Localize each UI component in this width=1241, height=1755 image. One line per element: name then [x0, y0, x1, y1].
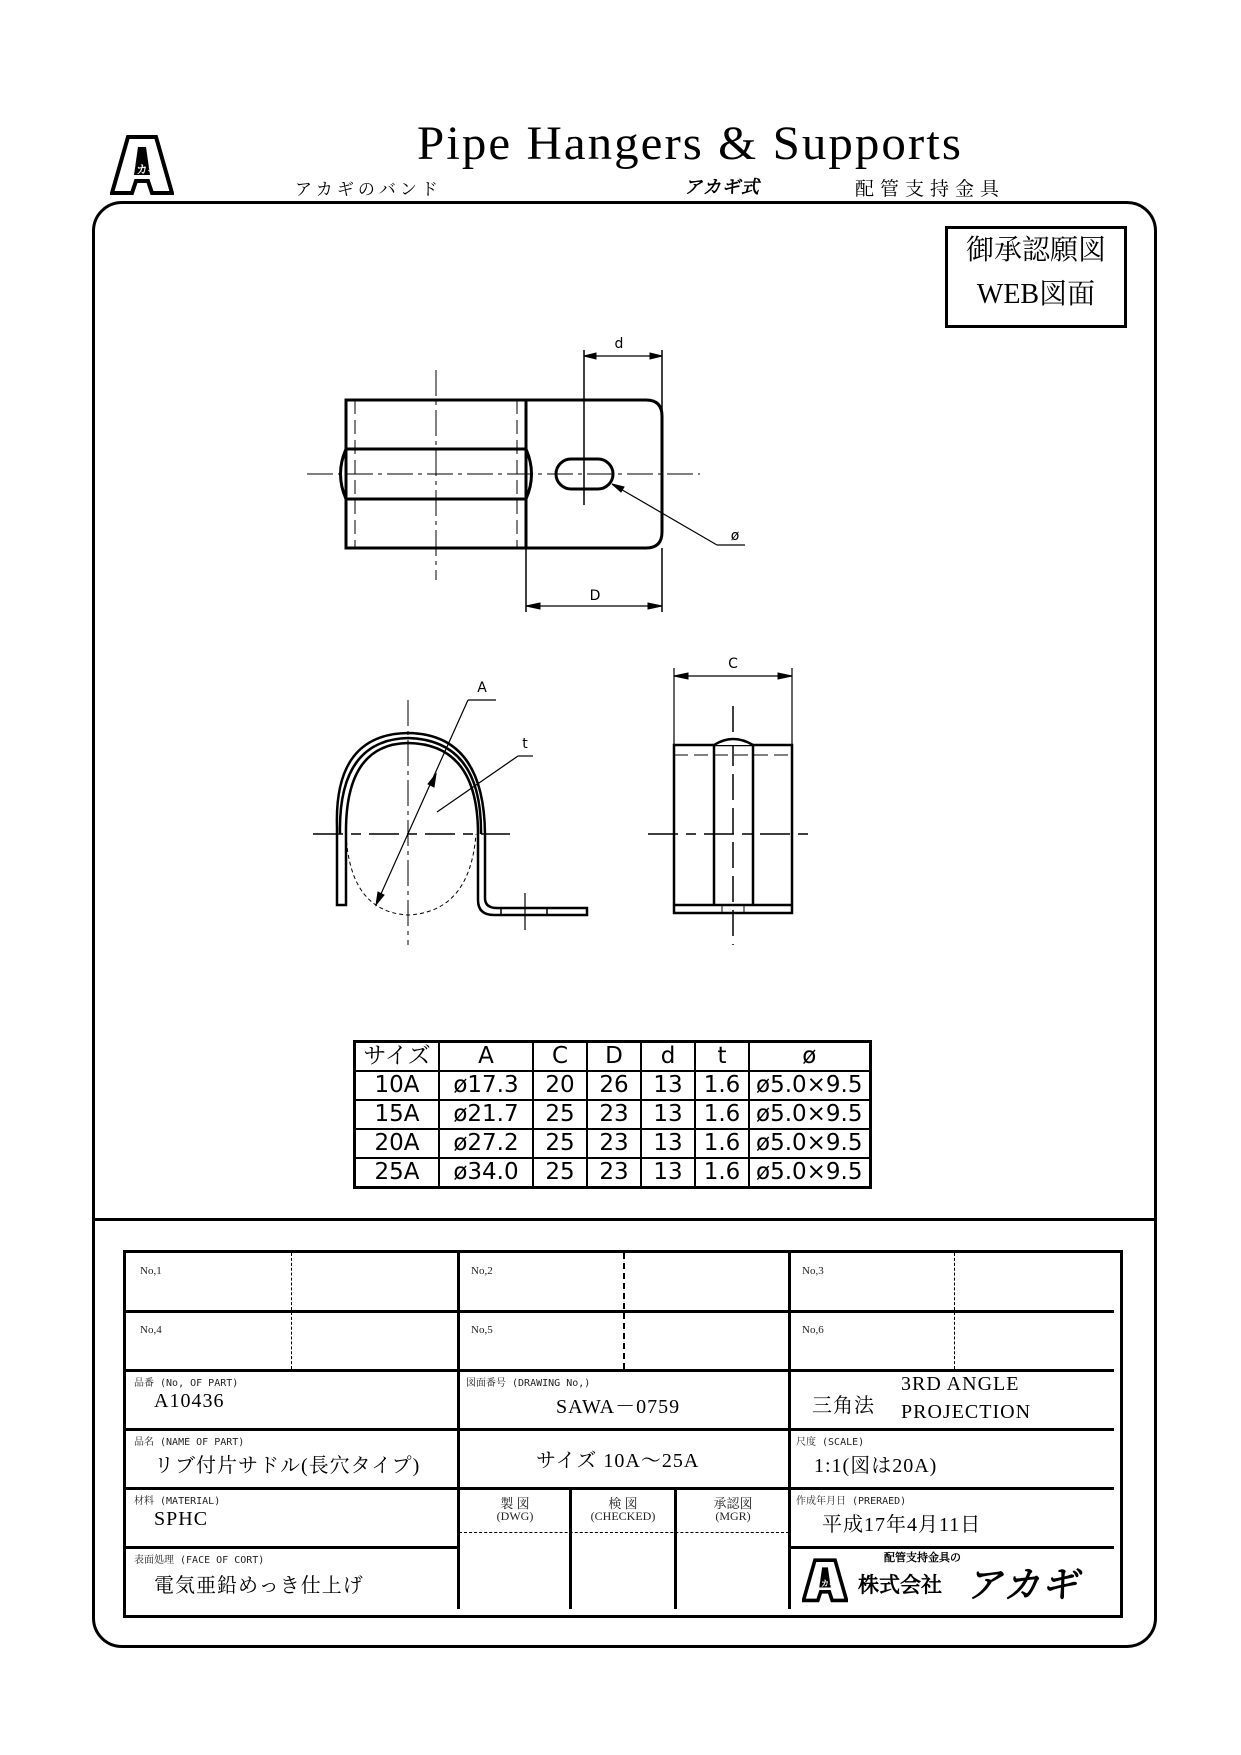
- dim-label-A: A: [477, 680, 487, 696]
- cell: 13: [641, 1129, 695, 1158]
- table-row: [355, 1158, 871, 1188]
- cell: ø5.0×9.5: [749, 1071, 870, 1100]
- company-prefix: 株式会社: [858, 1573, 942, 1597]
- sig-dwg-en: (DWG): [496, 1509, 534, 1523]
- cell: 13: [641, 1158, 695, 1188]
- dim-label-phi: ø: [730, 528, 740, 544]
- finish-value: 電気亜鉛めっき仕上げ: [154, 1575, 364, 1597]
- cell: 13: [641, 1100, 695, 1129]
- cell: 13: [641, 1071, 695, 1100]
- sig-checked-jp: 検 図: [608, 1496, 638, 1511]
- col-header-d: d: [641, 1042, 695, 1072]
- sig-dwg-field[interactable]: [461, 1535, 569, 1607]
- revision-no-5: No,5: [471, 1324, 493, 1336]
- projection-line1: 3RD ANGLE: [901, 1373, 1020, 1395]
- company-logo-block: [796, 1551, 1114, 1609]
- cell: ø34.0: [439, 1158, 533, 1188]
- cell: ø17.3: [439, 1071, 533, 1100]
- material-value: SPHC: [154, 1508, 209, 1530]
- company-tagline: 配管支持金具の: [884, 1551, 961, 1564]
- svg-text:アカギ: アカギ: [125, 163, 159, 176]
- cell: 23: [587, 1129, 641, 1158]
- cell: 23: [587, 1100, 641, 1129]
- size-range-value: サイズ 10A～25A: [536, 1450, 700, 1472]
- dim-label-d: d: [614, 336, 624, 352]
- table-row: [355, 1100, 871, 1129]
- prepared-label: 作成年月日 (PRERAED): [796, 1496, 907, 1507]
- sig-dwg-jp: 製 図: [500, 1496, 530, 1511]
- svg-text:アカギ: アカギ: [813, 1579, 837, 1589]
- cell: 1.6: [695, 1071, 749, 1100]
- cell: 25: [533, 1100, 587, 1129]
- cell: ø27.2: [439, 1129, 533, 1158]
- top-view: [307, 350, 745, 612]
- revision-no-2: No,2: [471, 1265, 493, 1277]
- revision-no-3: No,3: [802, 1265, 824, 1277]
- cell: 25: [533, 1129, 587, 1158]
- company-name: アカギ: [966, 1565, 1080, 1606]
- part-name-label: 品名 (NAME OF PART): [134, 1437, 245, 1448]
- part-name-value: リブ付片サドル(長穴タイプ): [154, 1455, 421, 1477]
- table-row: [355, 1129, 871, 1158]
- revision-no-6: No,6: [802, 1324, 824, 1336]
- cell: 25A: [355, 1158, 440, 1188]
- cell: 1.6: [695, 1100, 749, 1129]
- prepared-value: 平成17年4月11日: [822, 1514, 982, 1536]
- projection-jp: 三角法: [812, 1395, 875, 1417]
- part-no-value: A10436: [154, 1390, 225, 1412]
- col-header-size: サイズ: [355, 1042, 440, 1072]
- drawing-no-value: SAWA－0759: [556, 1396, 681, 1418]
- cell: 10A: [355, 1071, 440, 1100]
- page-title: Pipe Hangers & Supports: [416, 117, 964, 170]
- drawing-no-label: 図面番号 (DRAWING No,): [466, 1378, 591, 1389]
- cell: 25: [533, 1158, 587, 1188]
- subtitle-right: 配管支持金具: [855, 178, 1006, 200]
- col-header-D: D: [587, 1042, 641, 1072]
- akagi-a-logo-icon: [802, 1555, 848, 1607]
- dim-label-t: t: [522, 736, 528, 752]
- table-row: [355, 1071, 871, 1100]
- part-no-label: 品番 (No, OF PART): [134, 1378, 239, 1389]
- sig-mgr-jp: 承認図: [713, 1496, 753, 1511]
- title-block: [123, 1250, 1123, 1618]
- cell: 15A: [355, 1100, 440, 1129]
- front-view: [313, 700, 587, 945]
- material-label: 材料 (MATERIAL): [134, 1496, 221, 1507]
- cell: 1.6: [695, 1158, 749, 1188]
- dimension-spec-table: [353, 1040, 872, 1189]
- col-header-A: A: [439, 1042, 533, 1072]
- sig-checked-en: (CHECKED): [590, 1509, 656, 1523]
- cell: 20A: [355, 1129, 440, 1158]
- sig-mgr-field[interactable]: [677, 1535, 789, 1607]
- cell: ø21.7: [439, 1100, 533, 1129]
- side-view: [648, 668, 815, 945]
- approval-line2: WEB図面: [976, 279, 1096, 310]
- cell: ø5.0×9.5: [749, 1129, 870, 1158]
- frame-divider: [92, 1218, 1157, 1221]
- cell: ø5.0×9.5: [749, 1158, 870, 1188]
- col-header-t: t: [695, 1042, 749, 1072]
- approval-line1: 御承認願図: [965, 235, 1106, 266]
- cell: 1.6: [695, 1129, 749, 1158]
- col-header-phi: ø: [749, 1042, 870, 1072]
- brand-mark: アカギ式: [684, 177, 760, 198]
- cell: 23: [587, 1158, 641, 1188]
- col-header-C: C: [533, 1042, 587, 1072]
- sig-mgr-en: (MGR): [715, 1509, 751, 1523]
- finish-label: 表面処理 (FACE OF CORT): [134, 1555, 265, 1566]
- scale-value: 1:1(図は20A): [814, 1455, 938, 1477]
- cell: 26: [587, 1071, 641, 1100]
- subtitle-left: アカギのバンド: [295, 180, 442, 200]
- scale-label: 尺度 (SCALE): [796, 1437, 865, 1448]
- cell: 20: [533, 1071, 587, 1100]
- projection-line2: PROJECTION: [901, 1401, 1032, 1423]
- sig-checked-field[interactable]: [572, 1535, 674, 1607]
- revision-no-4: No,4: [140, 1324, 162, 1336]
- table-header-row: [355, 1042, 871, 1072]
- dim-label-C: C: [728, 656, 738, 672]
- cell: ø5.0×9.5: [749, 1100, 870, 1129]
- dim-label-D: D: [589, 588, 601, 604]
- revision-no-1: No,1: [140, 1265, 162, 1277]
